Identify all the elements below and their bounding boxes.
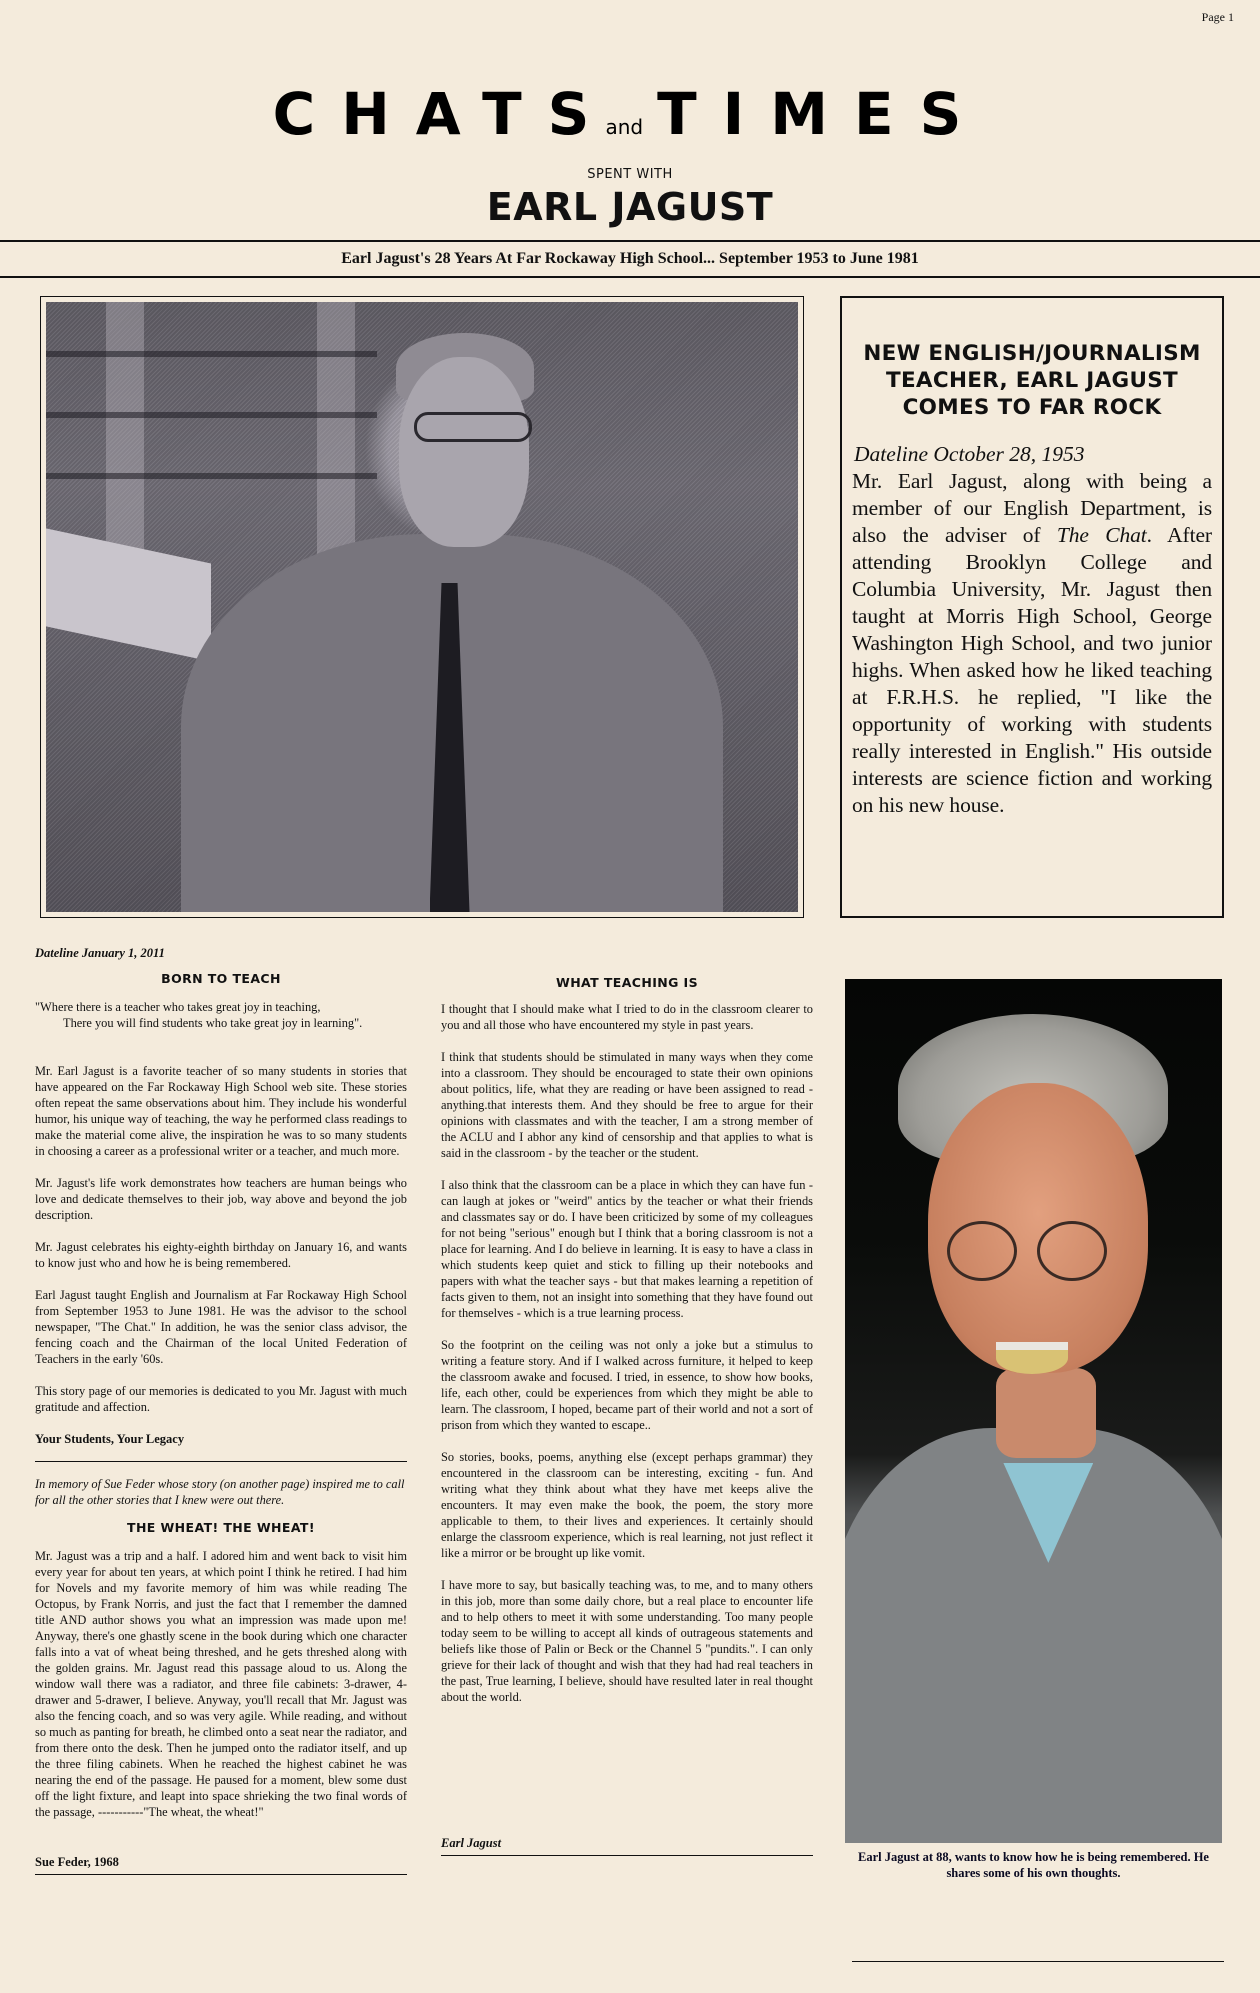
masthead-title [0, 82, 1260, 159]
paragraph: Earl Jagust taught English and Journalism at Far Rockaway High School from September 1953 to June 1981. He was the advisor to the school newspaper, "The Chat." In addition, he was the senior class advisor, the fencing coach and the Chairman of the local United Federation of Teachers in the early '60s. [35, 1288, 407, 1366]
divider-bottom [0, 276, 1260, 278]
opening-quote: "Where there is a teacher who takes great joy in teaching, There you will find students who take great joy in learning". [35, 1000, 363, 1030]
paragraph: I also think that the classroom can be a place in which they can have fun - can laugh at jokes or "weird" antics by the teacher or what their friends and classmates say or do. I have been criticized by some of my colleagues for not being "serious" enough but I think that a boring classroom is not a place for learning. And I do believe in learning. It is easy to have a class in which students keep quiet and stick to filling up their notebooks and papers with what the teacher says - but that makes learning a repetition of facts given to them, not an insight into something that they have found out for themselves - which is a true learning process. [441, 1178, 813, 1320]
photo-young-earl-jagust [46, 302, 798, 912]
paragraph: Mr. Earl Jagust is a favorite teacher of so many students in stories that have appeared on the Far Rockaway High School web site. These stories often repeat the same observations about him. They include his wonderful humor, his unique way of teaching, the way he performed class readings to make the material come alive, the inspiration he was to so many students in choosing a career as a professional writer or a teacher, and much more. [35, 1064, 407, 1158]
article-1953-headline: NEW ENGLISH/JOURNALISM TEACHER, EARL JAGUST COMES TO FAR ROCK [863, 341, 1201, 420]
article-1953-box [840, 296, 1224, 918]
photo-earl-jagust-at-88 [845, 979, 1222, 1843]
memory-note: In memory of Sue Feder whose story (on another page) inspired me to call for all the other stories that I knew were out there. [35, 1477, 405, 1507]
masthead [0, 82, 1260, 230]
paragraph: Mr. Jagust celebrates his eighty-eighth birthday on January 16, and wants to know just who and how he is being remembered. [35, 1240, 407, 1270]
paragraph: So the footprint on the ceiling was not only a joke but a stimulus to writing a feature story. And if I walked across furniture, it helped to keep the classroom awake and focused. I tried, in essence, to show how books, life, each other, could be experiences from which they might be able to learn. The classroom, I hoped, became part of their world and not a sort of prison from which they wanted to escape.. [441, 1338, 813, 1432]
paragraph: I have more to say, but basically teaching was, to me, and to many others in this job, more than some daily chore, but a real place to encounter life and to help others to meet it with some understanding. Too many people today seem to be willing to accept all kinds of outrageous statements and beliefs like those of Palin or Beck or the Channel 5 "pundits.". I can only grieve for their lack of thought and wish that they had had real teachers in the past, True learning, I believe, should have resulted later in real thought about the world. [441, 1578, 813, 1704]
column-left [35, 945, 407, 1875]
heading-the-wheat: THE WHEAT! THE WHEAT! [127, 1520, 315, 1535]
paragraph: I thought that I should make what I tried to do in the classroom clearer to you and all those who have encountered my style in past years. [441, 1002, 813, 1032]
divider [441, 1855, 813, 1856]
signature-earl-jagust: Earl Jagust [441, 1836, 502, 1850]
masthead-word-chats: CHATS [272, 80, 616, 148]
signature-sue-feder: Sue Feder, 1968 [35, 1855, 119, 1869]
paragraph: So stories, books, poems, anything else (except perhaps grammar) they encountered in the classroom can be interesting, exciting - fun. And writing what they think about what they have met keeps alive the encounters. It may even make the book, the poem, the story more applicable to them, to their lives and experiences. It certainly should enlarge the classroom experience, which is real learning, not just reflect it like a mirror or be brought up like vomit. [441, 1450, 813, 1560]
masthead-spent-with: SPENT WITH [587, 167, 673, 182]
masthead-name: EARL JAGUST [486, 185, 774, 229]
masthead-word-times: TIMES [657, 80, 988, 148]
article-1953-dateline: Dateline October 28, 1953 [854, 442, 1085, 466]
divider-top [0, 240, 1260, 242]
masthead-and: and [605, 115, 644, 139]
page-number: Page 1 [1201, 10, 1234, 24]
photo-caption: Earl Jagust at 88, wants to know how he is being remembered. He shares some of his own thoughts. [858, 1850, 1209, 1880]
page-subtitle: Earl Jagust's 28 Years At Far Rockaway High School... September 1953 to June 1981 [341, 250, 919, 267]
paragraph: Mr. Jagust was a trip and a half. I adored him and went back to visit him every year for about ten years, at which point I think he retired. I had him for Novels and my favorite memory of him was while reading The Octopus, by Frank Norris, and just the fact that I remember the damned title AND author shows you what an impression was made upon me! Anyway, there's one ghastly scene in the book during which one character falls into a vat of wheat being threshed, and he gets threshed along with the golden grains. Mr. Jagust read this passage aloud to us. Along the window wall there was a radiator, and three file cabinets: 3-drawer, 4-drawer and 5-drawer, I believe. Anyway, you'll recall that Mr. Jagust was also the fencing coach, and so was very agile. While reading, and without so much as panting for breath, he climbed onto a seat near the radiator, and from there onto the desk. Then he jumped onto the radiator itself, and up the three filing cabinets. When he reached the highest cabinet he was nearing the end of the passage. He paused for a moment, blew some dust off the light fixture, and leapt into space shrieking the two final words of the passage, -----------"The wheat, the wheat!" [35, 1549, 407, 1819]
paragraph: This story page of our memories is dedicated to you Mr. Jagust with much gratitude and affection. [35, 1384, 407, 1414]
signature-students: Your Students, Your Legacy [35, 1432, 185, 1446]
divider [852, 1961, 1224, 1962]
article-1953-body: Mr. Earl Jagust, along with being a member of our English Department, is also the adviser of The Chat. After attending Brooklyn College and Columbia University, Mr. Jagust then taught at Morris High School, George Washington High School, and two junior highs. When asked how he liked teaching at F.R.H.S. he replied, "I like the opportunity of working with students really interested in English." His outside interests are science fiction and working on his new house. [852, 469, 1212, 817]
heading-born-to-teach: BORN TO TEACH [161, 971, 281, 986]
heading-what-teaching-is: WHAT TEACHING IS [556, 975, 698, 990]
paragraph: I think that students should be stimulated in many ways when they come into a classroom. They should be encouraged to state their own opinions about politics, life, what they are reading or have been assigned to read - anything.that interests them. And they should be free to argue for their opinions with classmates and with the teacher, I am a strong member of the ACLU and I abhor any kind of censorship and that applies to what is said in the classroom - by the teacher or the student. [441, 1050, 813, 1160]
column-middle [441, 975, 813, 1856]
photo-1953-frame [40, 296, 804, 918]
paragraph: Mr. Jagust's life work demonstrates how teachers are human beings who love and dedicate themselves to their job, way above and beyond the job description. [35, 1176, 407, 1222]
dateline-2011: Dateline January 1, 2011 [35, 946, 165, 960]
divider [35, 1874, 407, 1875]
